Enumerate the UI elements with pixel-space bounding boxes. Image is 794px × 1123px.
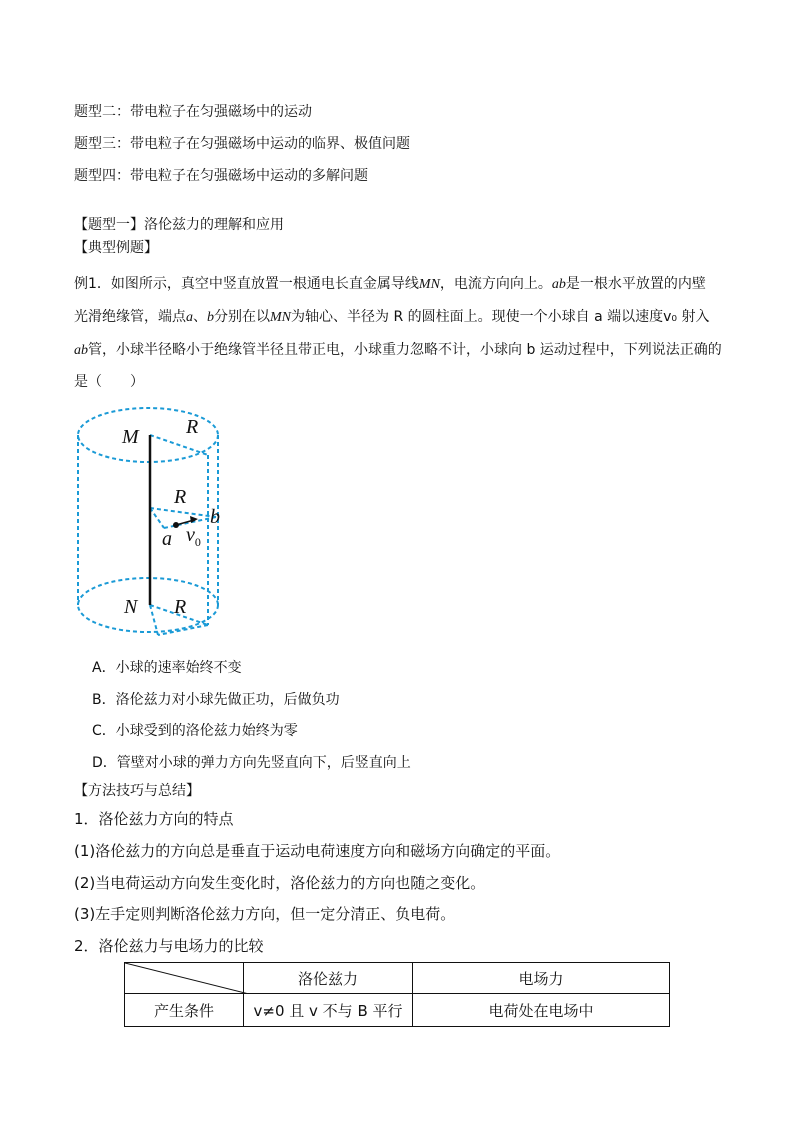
section-title: 【题型一】洛伦兹力的理解和应用 [74, 217, 284, 233]
bottom-ellipse [78, 578, 218, 632]
table-row [125, 994, 670, 1027]
point1-item-1: (1)洛伦兹力的方向总是垂直于运动电荷速度方向和磁场方向确定的平面。 [74, 842, 561, 860]
outline-item-2: 题型二：带电粒子在匀强磁场中的运动 [74, 104, 312, 120]
point1-item-2: (2)当电荷运动方向发生变化时，洛伦兹力的方向也随之变化。 [74, 874, 486, 892]
table-header-cell: 电场力 [413, 963, 670, 994]
mid-radius [150, 508, 216, 517]
option-d[interactable]: D．管壁对小球的弹力方向先竖直向下，后竖直向上 [92, 755, 411, 771]
symbol-b: b [207, 310, 214, 325]
cylinder-diagram [70, 400, 230, 645]
outline-item-3: 题型三：带电粒子在匀强磁场中运动的临界、极值问题 [74, 136, 410, 152]
question-line-1 [74, 273, 706, 293]
label-r-bot: R [174, 596, 187, 618]
symbol-a: a [186, 310, 193, 325]
mid-edge [150, 508, 164, 528]
diagonal-line [125, 963, 249, 994]
label-b: b [210, 506, 220, 528]
question-text: 例1．如图所示，真空中竖直放置一根通电长直金属导线 [74, 276, 419, 292]
question-line-3 [74, 339, 722, 359]
comparison-table [124, 962, 670, 1027]
symbol-mn: MN [418, 277, 440, 292]
table-cell: 产生条件 [125, 994, 244, 1027]
table-cell: v≠0 且 v 不与 B 平行 [244, 994, 413, 1027]
label-a: a [162, 528, 172, 550]
question-line-4: 是（ ） [74, 374, 144, 390]
question-text: 光滑绝缘管，端点 [74, 309, 186, 325]
point1-item-3: (3)左手定则判断洛伦兹力方向，但一定分清正、负电荷。 [74, 905, 456, 923]
cylinder-figure [70, 400, 230, 645]
option-c[interactable]: C．小球受到的洛伦兹力始终为零 [92, 723, 298, 739]
option-a[interactable]: A．小球的速率始终不变 [92, 660, 242, 676]
outline-item-4: 题型四：带电粒子在匀强磁场中运动的多解问题 [74, 168, 368, 184]
question-text: 为轴心、半径为 R 的圆柱面上。现使一个小球自 a 端以速度v₀ 射入 [291, 309, 710, 325]
question-text: ，电流方向向上。 [439, 276, 552, 292]
question-text: 分别在以 [214, 309, 270, 325]
example-heading: 【典型例题】 [74, 240, 158, 256]
question-text: 是一根水平放置的内壁 [565, 276, 706, 292]
bottom-edge-2 [158, 625, 208, 635]
table-header-cell: 洛伦兹力 [244, 963, 413, 994]
point1-title: 1．洛伦兹力方向的特点 [74, 810, 234, 828]
question-text: 管，小球半径略小于绝缘管半径且带正电，小球重力忽略不计，小球向 b 运动过程中，下列说法正确的 [88, 342, 722, 358]
label-r-top: R [186, 416, 199, 438]
table-cell: 电荷处在电场中 [413, 994, 670, 1027]
question-line-2 [74, 306, 709, 326]
method-heading: 【方法技巧与总结】 [74, 783, 200, 799]
symbol-ab: ab [74, 343, 88, 358]
question-text: 、 [193, 309, 207, 325]
bottom-edge [150, 605, 158, 635]
option-b[interactable]: B．洛伦兹力对小球先做正功，后做负功 [92, 692, 340, 708]
symbol-ab: ab [551, 277, 566, 292]
top-radius [150, 435, 208, 455]
label-n: N [124, 596, 138, 618]
symbol-mn: MN [270, 310, 291, 325]
table-header-row [125, 963, 670, 994]
point2-title: 2．洛伦兹力与电场力的比较 [74, 937, 264, 955]
table-corner-cell [125, 963, 244, 994]
label-v: $v_0$ [186, 524, 201, 549]
label-m: M [122, 426, 139, 448]
label-r-mid: R [174, 486, 187, 508]
